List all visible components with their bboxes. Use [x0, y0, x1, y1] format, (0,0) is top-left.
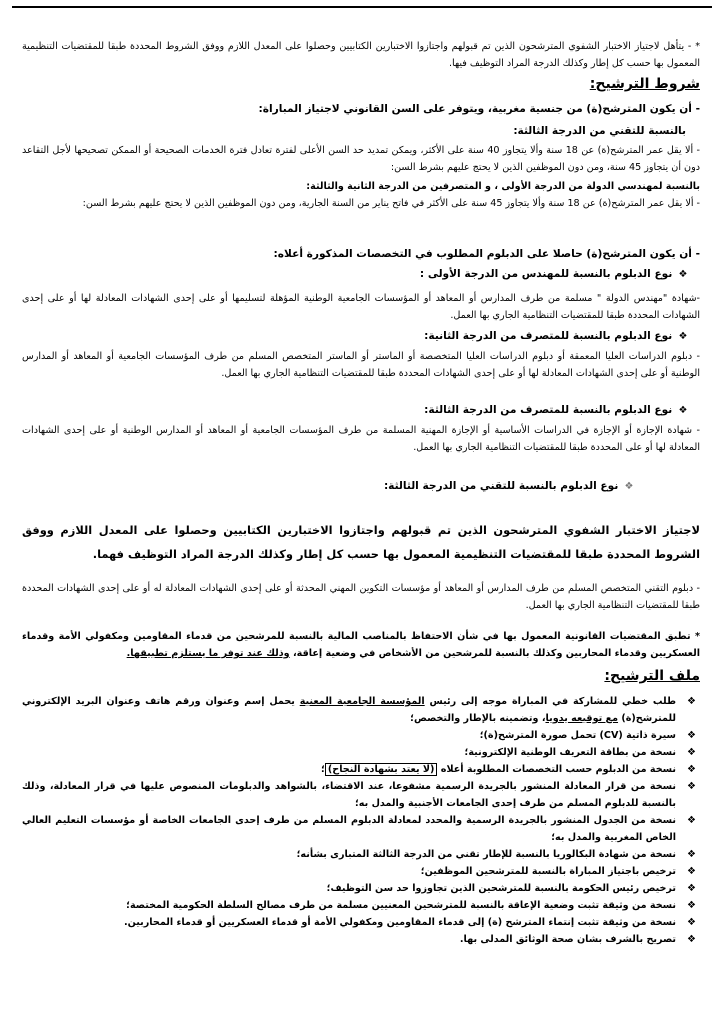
file-item-1-part2: المؤسسة الجامعية المعنية — [299, 696, 425, 707]
section-title-conditions: شروط الترشيح: — [589, 76, 700, 92]
list-item — [22, 727, 700, 744]
oral-exam-paragraph: لاجتياز الاختبار الشفوي المترشحون الذين تم قبولهم واجتازوا الاختبارين الكتابيين وحصلوا على المعدل اللازم ووفق الشروط المحددة طبقا للمقتضيات التنظيمية المعمول بها حسب كل إطار وكذلك الدرجة المراد التوظيف فهما. — [22, 523, 700, 561]
file-item-table: نسخة من الجدول المنشور بالجريدة الرسمية والمحدد لمعادلة الدبلوم المسلم من طرف إحدى الجامعات الخاصة أو مؤسسات التعليم العالي الخاص المغربية والمدل به؛ — [22, 815, 676, 843]
diamond-bullet-icon: ❖ — [678, 331, 688, 342]
diamond-bullet-icon: ❖ — [687, 764, 696, 775]
diamond-bullet-icon: ❖ — [687, 696, 696, 707]
diamond-bullet-icon: ❖ — [687, 815, 696, 826]
diamond-bullet-icon: ❖ — [687, 747, 696, 758]
list-item — [22, 778, 700, 812]
diamond-bullet-icon: ❖ — [687, 917, 696, 928]
condition-nationality: - أن يكون المترشح(ة) من جنسية مغربية، ويتوفر على السن القانوني لاجتياز المباراة: — [258, 103, 700, 115]
diamond-bullet-icon: ❖ — [678, 405, 688, 416]
file-item-equivalence: نسخة من قرار المعادلة المنشور بالجريدة الرسمية مشفوعا، عند الاقتضاء، بالشواهد والدبلومات المنصوص عليها في قرار المعادلة، وذلك بالنسبة للدبلوم المسلم من طرف إحدى الجامعات الأجنبية والمدل به؛ — [22, 781, 676, 809]
condition-diploma: - أن يكون المترشح(ة) حاصلا على الدبلوم المطلوب في التخصصات المذكورة أعلاه: — [273, 248, 700, 260]
diploma-adm2-title-text: نوع الدبلوم بالنسبة للمتصرف من الدرجة الثانية: — [424, 330, 673, 342]
list-item — [22, 812, 700, 846]
list-item — [22, 897, 700, 914]
diploma-adm3-title — [22, 402, 690, 419]
file-item-cv: سيرة ذاتية (CV) تحمل صورة المترشح(ة)؛ — [479, 730, 676, 741]
diploma-eng-title-text: نوع الدبلوم بالنسبة للمهندس من الدرجة الأولى : — [419, 268, 673, 280]
diamond-bullet-icon: ❖ — [678, 269, 688, 280]
file-item-honor-statement: تصريح بالشرف بشان صحة الوثائق المدلى بها. — [459, 934, 676, 945]
file-list — [22, 693, 700, 948]
list-item — [22, 693, 700, 727]
diamond-bullet-icon: ❖ — [687, 883, 696, 894]
section-title-file: ملف الترشيح: — [604, 668, 700, 684]
diploma-tech3-text: - دبلوم التقني المتخصص المسلم من طرف المدارس أو المعاهد أو مؤسسات التكوين المهني المحدثة أو على إحدى الشهادات المعادلة له أو على إحدى الشهادات المحددة طبقا للمقتضيات التنظامية الجاري بها العمل. — [22, 583, 700, 611]
file-item-diploma-boxed-note: (لا يعتد بشهادة النجاح) — [325, 763, 438, 776]
diploma-adm2-text: - دبلوم الدراسات العليا المعمقة أو دبلوم الدراسات العليا المتخصصة أو الماستر أو الماستر المتخصص المسلم من طرف المؤسسات الجامعية أو المعاهد أو المدارس الوطنية أو على إحدى الشهادات المعادلة لها أو على إحدى الشهادات المحددة طبقا للمقتضيات التنظامية الجاري بها العمل. — [22, 351, 700, 379]
diploma-adm3-text: - شهادة الإجازة أو الإجازة في الدراسات الأساسية أو الإجازة المهنية المسلمة من طرف المؤسسات الجامعية أو المعاهد أو المدارس الوطنية أو على إحدى الشهادات المعادلة لها أو على المحددة طبقا للمقتضيات التنظامية الجاري بها العمل. — [22, 425, 700, 453]
file-item-1-part5: ، وتضمينه بالإطار والتخصص؛ — [410, 713, 546, 724]
diploma-eng-text: -شهادة "مهندس الدولة " مسلمة من طرف المدارس أو المعاهد أو المؤسسات الجامعية الوطنية المؤهلة لتسليمها أو على إحدى الشهادات المعادلة لها أو على إحدى الشهادات المحددة طبقا للمقتضيات التنظامية الجاري بها العمل. — [22, 293, 700, 321]
eng-age-title: بالنسبة لمهندسي الدولة من الدرجة الأولى ، و المتصرفين من الدرجة الثانية والثالثة: — [306, 181, 700, 192]
diploma-tech3-title-text: نوع الدبلوم بالنسبة للتقني من الدرجة الثالثة: — [383, 480, 619, 492]
diamond-bullet-icon: ❖ — [687, 866, 696, 877]
file-item-1-part4: مع توقيعه يدويا — [545, 713, 619, 724]
list-item — [22, 914, 700, 931]
list-item — [22, 863, 700, 880]
list-item — [22, 846, 700, 863]
diamond-bullet-icon: ❖ — [687, 934, 696, 945]
diamond-bullet-icon: ❖ — [687, 849, 696, 860]
file-item-1-part1: طلب خطي للمشاركة في المباراة موجه إلى رئيس — [424, 696, 676, 707]
diploma-eng-title — [22, 266, 690, 283]
legal-note-underlined: وذلك عند توفر ما يستلزم تطبيقها. — [126, 648, 290, 659]
file-item-bac: نسخة من شهادة البكالوريا بالنسبة للإطار تقني من الدرجة الثالثة المتبارى بشأنه؛ — [296, 849, 676, 860]
file-item-veterans: نسخة من وثيقة تثبت إنتماء المترشح (ة) إلى قدماء المقاومين ومكفولي الأمة أو قدماء العسكريين أو قدماء المحاربين. — [123, 917, 676, 928]
eng-age-text: - ألا يقل عمر المترشح(ة) عن 18 سنة وألا يتجاوز 45 سنة على الأكثر في فاتح يناير من السنة الجارية، ومن دون الموظفين الذين لا يحتج عليهم بشرط السن: — [82, 198, 700, 209]
file-item-disability: نسخة من وثيقة تثبت وضعية الإعاقة بالنسبة للمترشحين المعنيين مسلمة من طرف مصالح السلطة الحكومية المختصة؛ — [126, 900, 676, 911]
diamond-bullet-icon: ❖ — [624, 481, 634, 492]
list-item — [22, 744, 700, 761]
intro-paragraph: * - يتأهل لاجتياز الاختبار الشفوي المترشحون الذين تم قبولهم واجتازوا الاختبارين الكتابيين وحصلوا على المعدل اللازم ووفق الشروط المحددة طبقا للمقتضيات التنظيمية المعمول بها حسب كل إطار وكذلك الدرجة المراد التوظيف فيها. — [22, 41, 700, 69]
legal-note — [22, 628, 700, 662]
diamond-bullet-icon: ❖ — [687, 781, 696, 792]
file-item-1-part3: يحمل إسم وعنوان ورقم هاتف وعنوان البريد الإلكتروني للمترشح(ة) — [22, 696, 676, 724]
list-item — [22, 931, 700, 948]
list-item — [22, 761, 700, 778]
diamond-bullet-icon: ❖ — [687, 900, 696, 911]
file-item-pm-authorization: ترخيص رئيس الحكومة بالنسبة للمترشحين الذين تجاوزوا حد سن التوظيف؛ — [326, 883, 676, 894]
tech3-age-text: - ألا يقل عمر المترشح(ة) عن 18 سنة وألا يتجاوز 40 سنة على الأكثر، ويمكن تمديد حد السن الأعلى لفترة تعادل فترة الخدمات الصحيحة أو الممكن تصحيحها لأجل التقاعد دون أن يتجاوز 45 سنة، ومن دون الموظفين الذين لا يحتج عليهم بشرط السن: — [22, 145, 700, 173]
file-item-diploma-end: ؛ — [321, 764, 325, 775]
tech3-age-title: بالنسبة للتقني من الدرجة الثالثة: — [513, 125, 686, 137]
diploma-tech3-title — [22, 478, 636, 495]
file-item-authorization: ترخيص باجتياز المباراة بالنسبة للمترشحين الموظفين؛ — [420, 866, 676, 877]
diamond-bullet-icon: ❖ — [687, 730, 696, 741]
top-rule — [12, 6, 712, 8]
diploma-adm3-title-text: نوع الدبلوم بالنسبة للمتصرف من الدرجة الثالثة: — [424, 404, 673, 416]
diploma-adm2-title — [22, 328, 690, 345]
file-item-diploma: نسخة من الدبلوم حسب التخصصات المطلوبة أعلاه — [437, 764, 676, 775]
list-item — [22, 880, 700, 897]
legal-note-text: * تطبق المقتضيات القانونية المعمول بها في شأن الاحتفاظ بالمناصب المالية بالنسبة للمرشحين من قدماء المقاومين ومكفولي الأمة وقدماء العسكريين وقدماء المحاربين وكذلك بالنسبة للمرشحين من الأشخاص في وضعية إعاقة، — [22, 631, 700, 659]
file-item-id-card: نسخة من بطاقة التعريف الوطنية الإلكترونية؛ — [464, 747, 676, 758]
